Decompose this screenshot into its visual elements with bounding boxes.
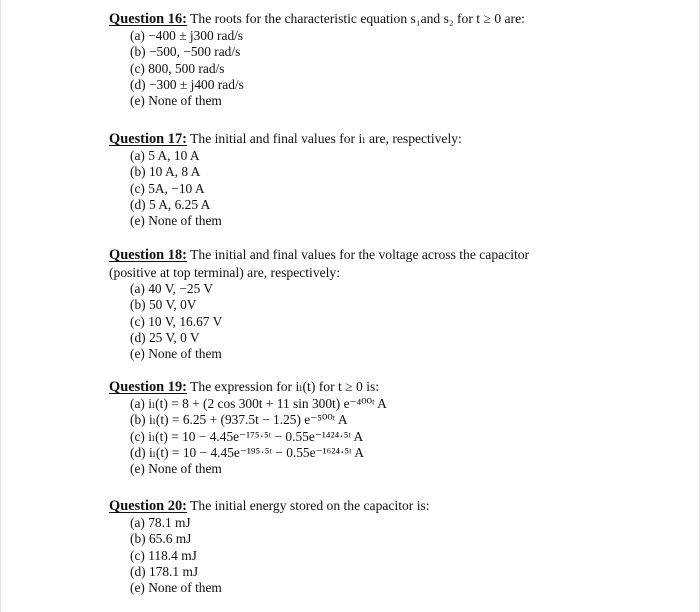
question-16-option-b: (b) −500, −500 rad/s <box>130 44 241 60</box>
question-20-option-c: (c) 118.4 mJ <box>130 547 197 563</box>
question-16-options <box>109 28 689 109</box>
question-16 <box>109 10 689 109</box>
question-19-option-a: (a) iₗ(t) = 8 + (2 cos 300t + 11 sin 300t) e⁻⁴⁰⁰ᵗ A <box>130 396 387 411</box>
question-20-options <box>109 515 689 596</box>
question-16-option-a: (a) −400 ± j300 rad/s <box>130 28 244 43</box>
question-18-option-a: (a) 40 V, −25 V <box>130 281 214 296</box>
question-16-title: Question 16: <box>109 11 187 27</box>
question-20-option-e: (e) None of them <box>130 580 222 596</box>
question-16-option-c: (c) 800, 500 rad/s <box>130 60 225 76</box>
question-18-option-d: (d) 25 V, 0 V <box>130 329 200 345</box>
question-17-option-a: (a) 5 A, 10 A <box>130 148 200 163</box>
question-18-stem <box>109 246 549 281</box>
question-20-title: Question 20: <box>109 498 187 514</box>
question-20-text: The initial energy stored on the capacitor is: <box>186 498 430 513</box>
question-16-option-e: (e) None of them <box>130 93 222 109</box>
question-19-option-e: (e) None of them <box>130 461 222 477</box>
question-18-option-c: (c) 10 V, 16.67 V <box>130 313 223 329</box>
question-17-option-e: (e) None of them <box>130 213 222 229</box>
question-16-stem <box>109 10 689 28</box>
question-17-title: Question 17: <box>109 131 187 147</box>
question-19-stem <box>109 378 689 396</box>
question-19-option-b: (b) iₗ(t) = 6.25 + (937.5t − 1.25) e⁻⁵⁰⁰ᵗ A <box>130 412 348 428</box>
question-17-stem <box>109 130 689 148</box>
question-19-options <box>109 396 689 477</box>
question-17 <box>109 130 689 229</box>
question-19-text: The expression for iₗ(t) for t ≥ 0 is: <box>186 379 380 394</box>
question-20-option-b: (b) 65.6 mJ <box>130 531 192 547</box>
question-18-options <box>109 281 689 362</box>
question-16-option-d: (d) −300 ± j400 rad/s <box>130 76 244 92</box>
question-17-options <box>109 148 689 229</box>
question-17-option-c: (c) 5A, −10 A <box>130 180 205 196</box>
question-19-option-d: (d) iₗ(t) = 10 − 4.45e⁻¹⁹⁵·⁵ᵗ − 0.55e⁻¹⁶²⁴·⁵ᵗ A <box>130 444 364 460</box>
question-18 <box>109 246 689 362</box>
question-17-option-b: (b) 10 A, 8 A <box>130 164 201 180</box>
question-19 <box>109 378 689 477</box>
question-18-option-b: (b) 50 V, 0V <box>130 297 197 313</box>
question-18-text: The initial and final values for the voltage across the capacitor (positive at top terminal) are, respectively: <box>109 247 530 280</box>
question-20-option-d: (d) 178.1 mJ <box>130 563 199 579</box>
question-19-option-c: (c) iₗ(t) = 10 − 4.45e⁻¹⁷⁵·⁵ᵗ − 0.55e⁻¹⁴²⁴·⁵ᵗ A <box>130 428 364 444</box>
question-18-title: Question 18: <box>109 247 187 263</box>
question-18-option-e: (e) None of them <box>130 346 222 362</box>
question-16-text: The roots for the characteristic equation s₁and s₂ for t ≥ 0 are: <box>186 11 525 26</box>
question-17-text: The initial and final values for iₗ are, respectively: <box>186 131 462 146</box>
page-edge-left <box>0 0 1 612</box>
question-20-option-a: (a) 78.1 mJ <box>130 515 191 530</box>
question-20 <box>109 497 689 596</box>
question-20-stem <box>109 497 689 515</box>
question-17-option-d: (d) 5 A, 6.25 A <box>130 196 211 212</box>
question-19-title: Question 19: <box>109 379 187 395</box>
